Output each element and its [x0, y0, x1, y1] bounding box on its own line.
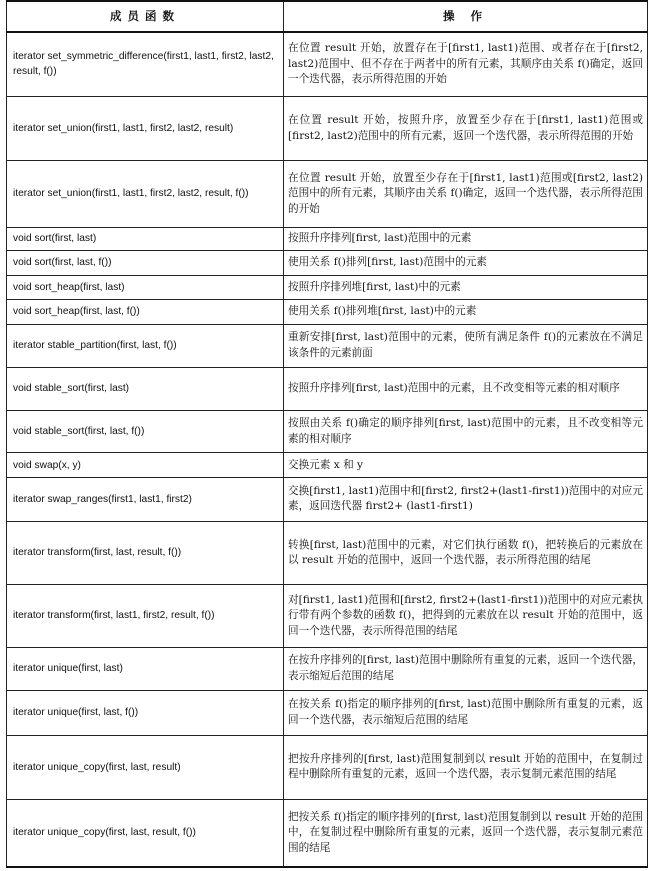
operation-description: 在位置 result 开始，放置存在于[first1, last1)范围、或者存在于[first2, last2)范围中、但不存在于两者中的所有元素，其顺序由关系 f()确定，返回一个迭代器，表示所得范围的开始 [284, 32, 648, 96]
header-function: 成员函数 [7, 1, 284, 32]
operation-description: 使用关系 f()排列[first, last)范围中的元素 [284, 251, 648, 276]
operation-description: 交换元素 x 和 y [284, 453, 648, 478]
function-signature: void swap(x, y) [7, 453, 284, 478]
operation-description: 按照升序排列[first, last)范围中的元素，且不改变相等元素的相对顺序 [284, 367, 648, 410]
function-signature: iterator swap_ranges(first1, last1, first2) [7, 478, 284, 522]
table-row [7, 32, 648, 96]
operation-description: 在按升序排列的[first, last)范围中删除所有重复的元素，返回一个迭代器，表示缩短后范围的结尾 [284, 647, 648, 690]
operation-description: 转换[first, last)范围中的元素，对它们执行函数 f()，把转换后的元素放在以 result 开始的范围中，返回一个迭代器，表示所得范围的结尾 [284, 521, 648, 584]
operation-description: 使用关系 f()排列堆[first, last)中的元素 [284, 300, 648, 325]
operation-description: 按照升序排列堆[first, last)中的元素 [284, 275, 648, 300]
table-row [7, 227, 648, 251]
table-row [7, 647, 648, 690]
function-table [6, 0, 648, 868]
table-row [7, 275, 648, 300]
function-signature: iterator transform(first, last, result, f()) [7, 521, 284, 584]
function-signature: iterator set_symmetric_difference(first1, last1, first2, last2, result, f()) [7, 32, 284, 96]
function-signature: void stable_sort(first, last) [7, 367, 284, 410]
function-signature: iterator unique(first, last) [7, 647, 284, 690]
operation-description: 把按关系 f()指定的顺序排列的[first, last)范围复制到以 result 开始的范围中，在复制过程中删除所有重复的元素，返回一个迭代器，表示复制元素范围的结尾 [284, 799, 648, 867]
operation-description: 按照升序排列[first, last)范围中的元素 [284, 227, 648, 251]
function-signature: iterator set_union(first1, last1, first2, last2, result, f()) [7, 161, 284, 227]
operation-description: 重新安排[first, last)范围中的元素，使所有满足条件 f()的元素放在不满足该条件的元素前面 [284, 324, 648, 367]
table-row [7, 521, 648, 584]
function-signature: iterator unique_copy(first, last, result, f()) [7, 799, 284, 867]
function-signature: void sort(first, last, f()) [7, 251, 284, 276]
table-row [7, 300, 648, 325]
table-row [7, 367, 648, 410]
header-operation: 操 作 [284, 1, 648, 32]
function-signature: void sort_heap(first, last, f()) [7, 300, 284, 325]
table-row [7, 251, 648, 276]
operation-description: 对[first1, last1)范围和[first2, first2+(last1-first1))范围中的对应元素执行带有两个参数的函数 f()，把得到的元素放在以 result 开始的范围中，返回一个迭代器，表示所得范围的结尾 [284, 585, 648, 647]
function-signature: iterator unique(first, last, f()) [7, 690, 284, 735]
table-row [7, 96, 648, 160]
operation-description: 在按关系 f()指定的顺序排列的[first, last)范围中删除所有重复的元素，返回一个迭代器，表示缩短后范围的结尾 [284, 690, 648, 735]
operation-description: 交换[first1, last1)范围中和[first2, first2+(last1-first1))范围中的对应元素，返回迭代器 first2+ (last1-first1) [284, 478, 648, 522]
table-row [7, 324, 648, 367]
function-signature: iterator transform(first, last1, first2, result, f()) [7, 585, 284, 647]
operation-description: 在位置 result 开始，按照升序，放置至少存在于[first1, last1)范围或 [first2, last2)范围中的所有元素，返回一个迭代器，表示所得范围的开始 [284, 96, 648, 160]
table-row [7, 478, 648, 522]
function-signature: iterator stable_partition(first, last, f()) [7, 324, 284, 367]
document-page [6, 0, 647, 868]
function-signature: iterator set_union(first1, last1, first2, last2, result) [7, 96, 284, 160]
operation-description: 按照由关系 f()确定的顺序排列[first, last)范围中的元素，且不改变相等元素的相对顺序 [284, 410, 648, 453]
function-signature: iterator unique_copy(first, last, result) [7, 735, 284, 799]
table-row [7, 585, 648, 647]
function-signature: void stable_sort(first, last, f()) [7, 410, 284, 453]
operation-description: 在位置 result 开始，放置至少存在于[first1, last1)范围或[first2, last2)范围中的所有元素，其顺序由关系 f()确定，返回一个迭代器，表示所得范围的开始 [284, 161, 648, 227]
operation-description: 把按升序排列的[first, last)范围复制到以 result 开始的范围中，在复制过程中删除所有重复的元素，返回一个迭代器，表示复制元素范围的结尾 [284, 735, 648, 799]
table-row [7, 410, 648, 453]
function-signature: void sort_heap(first, last) [7, 275, 284, 300]
table-row [7, 161, 648, 227]
table-row [7, 799, 648, 867]
function-signature: void sort(first, last) [7, 227, 284, 251]
table-row [7, 735, 648, 799]
table-row [7, 453, 648, 478]
table-row [7, 690, 648, 735]
table-header-row [7, 1, 648, 32]
